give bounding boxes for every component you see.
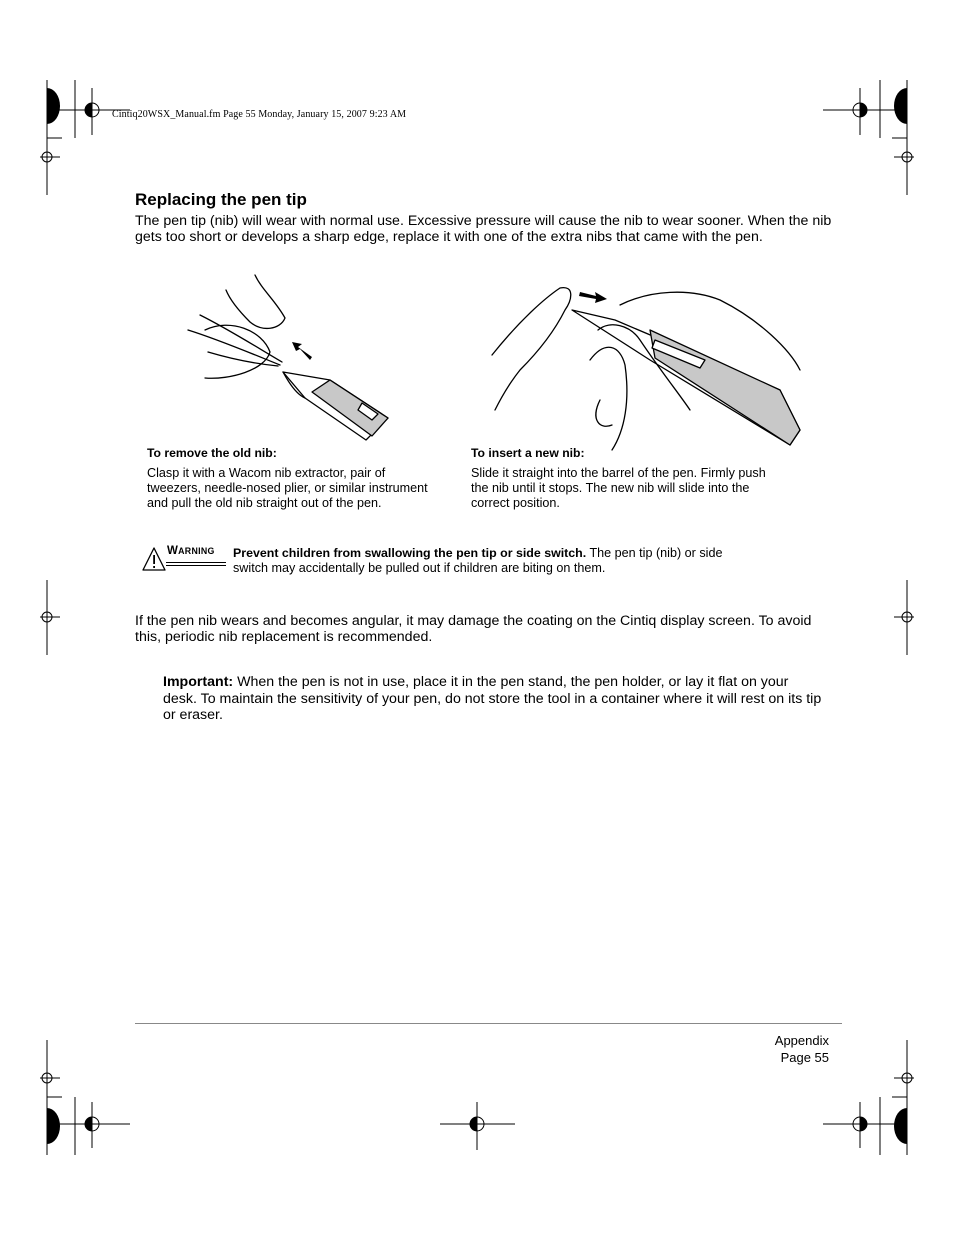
- insert-nib-body: Slide it straight into the barrel of the pen. Firmly push the nib until it stops. The new nib will slide into the correct position.: [471, 466, 766, 511]
- warning-body-text: The pen tip (nib) or side switch may accidentally be pulled out if children are biting on them.: [233, 546, 723, 576]
- page-footer: [775, 1032, 829, 1066]
- footer-divider: [135, 1023, 842, 1024]
- warning-label-initial: W: [167, 545, 179, 557]
- warning-label: [167, 545, 215, 557]
- warning-rule-bottom: [166, 565, 226, 566]
- remove-nib-title: To remove the old nib:: [147, 446, 277, 460]
- important-text: When the pen is not in use, place it in the pen stand, the pen holder, or lay it flat on your desk. To maintain the sensitivity of your pen, do not store the tool in a container where it will rest on its tip or eraser.: [163, 674, 822, 723]
- footer-page-number: Page 55: [780, 1050, 829, 1065]
- warning-bold-text: Prevent children from swallowing the pen tip or side switch.: [233, 546, 587, 560]
- print-header: Cintiq20WSX_Manual.fm Page 55 Monday, January 15, 2007 9:23 AM: [112, 109, 407, 120]
- section-title: Replacing the pen tip: [135, 190, 307, 209]
- insert-nib-title: To insert a new nib:: [471, 446, 585, 460]
- footer-section: Appendix: [774, 1033, 829, 1048]
- intro-paragraph: The pen tip (nib) will wear with normal use. Excessive pressure will cause the nib to wear sooner. When the nib gets too short or develops a sharp edge, replace it with one of the extra nibs that came with the pen.: [135, 213, 832, 246]
- important-label: Important:: [163, 674, 234, 690]
- warning-text: [233, 546, 753, 577]
- remove-nib-body: Clasp it with a Wacom nib extractor, pair of tweezers, needle-nosed plier, or similar instrument and pull the old nib straight out of the pen.: [147, 466, 428, 511]
- nib-wear-paragraph: If the pen nib wears and becomes angular, it may damage the coating on the Cintiq display screen. To avoid this, periodic nib replacement is recommended.: [135, 613, 812, 646]
- warning-rule-top: [166, 562, 226, 563]
- warning-label-rest: ARNING: [178, 546, 215, 556]
- important-note: [163, 674, 823, 724]
